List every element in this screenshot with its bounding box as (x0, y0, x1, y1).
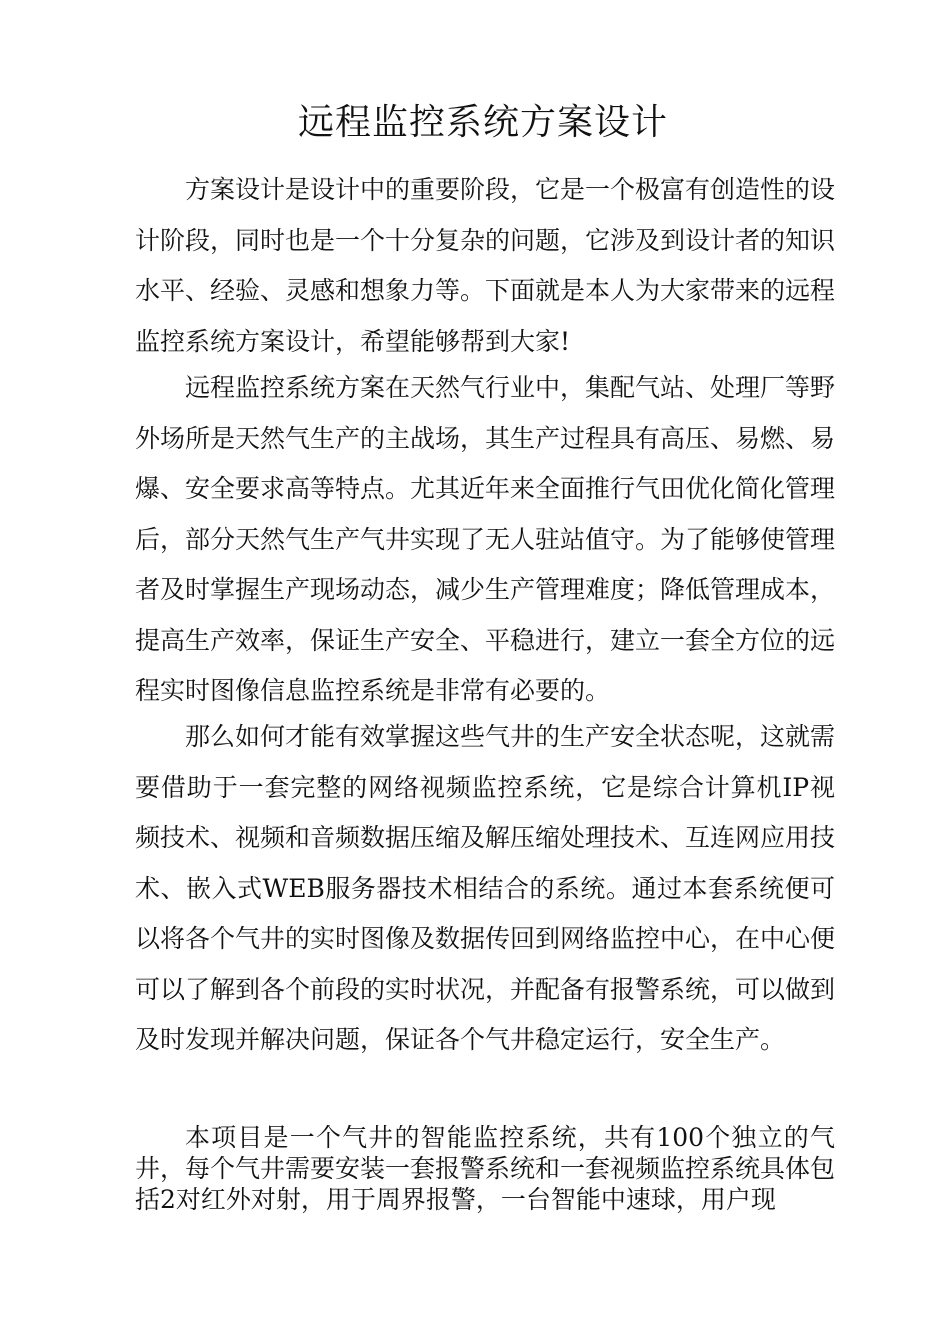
paragraph-project: 本项目是一个气井的智能监控系统，共有100个独立的气井，每个气井需要安装一套报警系统和一套视频监控系统具体包括2对红外对射，用于周界报警，一台智能中速球，用户现 (135, 1123, 836, 1214)
paragraph-background: 远程监控系统方案在天然气行业中，集配气站、处理厂等野外场所是天然气生产的主战场，其生产过程具有高压、易燃、易爆、安全要求高等特点。尤其近年来全面推行气田优化简化管理后，部分天然气生产气井实现了无人驻站值守。为了能够使管理者及时掌握生产现场动态，减少生产管理难度；降低管理成本，提高生产效率，保证生产安全、平稳进行，建立一套全方位的远程实时图像信息监控系统是非常有必要的。 (135, 373, 836, 705)
paragraph-solution: 那么如何才能有效掌握这些气井的生产安全状态呢，这就需要借助于一套完整的网络视频监控系统，它是综合计算机IP视频技术、视频和音频数据压缩及解压缩处理技术、互连网应用技术、嵌入式WEB服务器技术相结合的系统。通过本套系统便可以将各个气井的实时图像及数据传回到网络监控中心，在中心便可以了解到各个前段的实时状况，并配备有报警系统，可以做到及时发现并解决问题，保证各个气井稳定运行，安全生产。 (135, 722, 836, 1054)
paragraph-intro: 方案设计是设计中的重要阶段，它是一个极富有创造性的设计阶段，同时也是一个十分复杂的问题，它涉及到设计者的知识水平、经验、灵感和想象力等。下面就是本人为大家带来的远程监控系统方案设计，希望能够帮到大家! (135, 175, 836, 356)
document-title: 远程监控系统方案设计 (297, 102, 668, 143)
